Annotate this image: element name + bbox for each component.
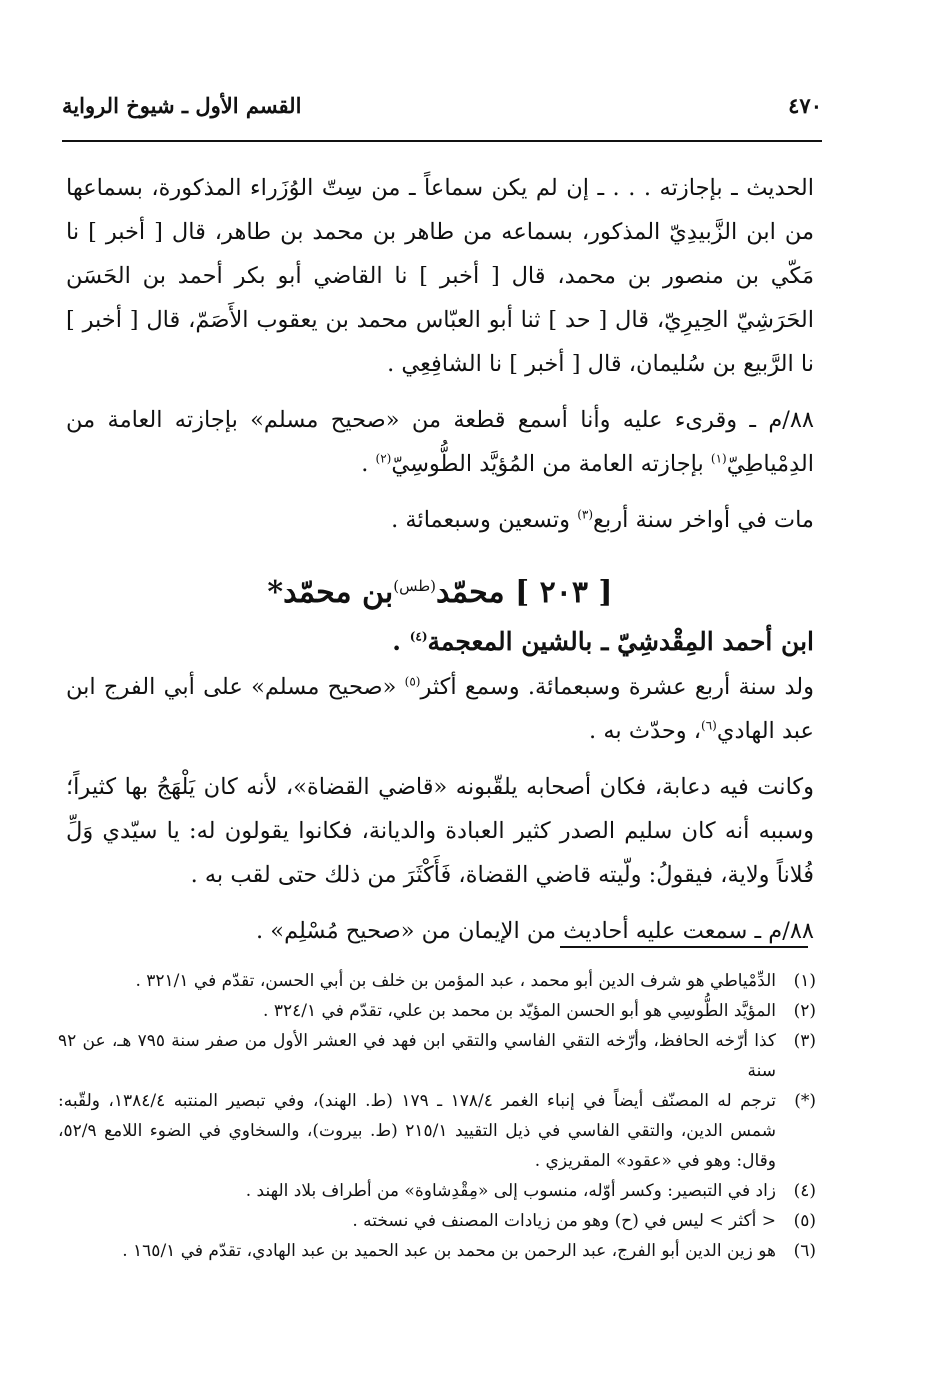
footnote-5 (58, 1206, 816, 1236)
footnote-ref-3: (٣) (577, 507, 594, 522)
footnote-text: زاد في التبصير: وكسر أوّله، منسوب إلى «مِقْدِشاوة» من أطراف بلاد الهند . (245, 1181, 776, 1201)
footnote-text: كذا أرّخه الحافظ، وأرّخه التقي الفاسي والتقي ابن فهد في العشر الأول من صفر سنة ٧٩٥ هـ، عن ٩٢ سنة (58, 1031, 776, 1081)
page-number: ٤٧٠ (788, 92, 822, 118)
footnote-rule (560, 946, 808, 948)
footnote-text: < أكثر > ليس في (ح) وهو من زيادات المصنف في نسخته . (352, 1211, 776, 1231)
footnote-ref-2: (٢) (375, 451, 392, 466)
footnote-ref-1: (١) (710, 451, 727, 466)
footnote-text: الدِّمْياطي هو شرف الدين أبو محمد ، عبد المؤمن بن خلف بن أبي الحسن، تقدّم في ٣٢١/١ . (135, 971, 776, 991)
footnote-number: (٥) (793, 1211, 816, 1231)
paragraph-hearing: ٨٨/م ـ سمعت عليه أحاديث من الإيمان من «صحيح مُسْلِم» . (256, 918, 814, 944)
page-header (62, 88, 822, 122)
header-rule (62, 140, 822, 142)
footnote-1 (58, 966, 816, 996)
running-title: القسم الأول ـ شيوخ الرواية (62, 92, 302, 118)
footnote-star (58, 1086, 816, 1176)
main-text (66, 166, 814, 953)
footnote-number: (٣) (793, 1031, 816, 1051)
footnote-number: (٤) (793, 1181, 816, 1201)
paragraph-death: مات في أواخر سنة أربع$^{(٣)}$ وتسعين وسبعمائة . (391, 507, 814, 533)
entry-siglum: (طس) (393, 577, 437, 595)
footnote-number: (٢) (793, 1001, 816, 1021)
footnote-4 (58, 1176, 816, 1206)
paragraph-birth: ولد سنة أربع عشرة وسبعمائة. وسمع أكثر$^{(٥)}$ «صحيح مسلم» على أبي الفرج ابن عبد الهادي$^{(٦)}$، وحدّث به . (66, 674, 814, 744)
footnote-ref-5: (٥) (404, 674, 421, 689)
paragraph-isnad: الحديث ـ بإجازته . . . ـ إن لم يكن سماعاً ـ من سِتّ الوُزَراء المذكورة، بسماعها من ابن الزَّبيدِيّ المذكور، بسماعه من طاهر بن محمد بن طاهر، قال [ أخبر ] نا مَكّي بن منصور بن محمد، قال [ أخبر ] نا القاضي أبو بكر أحمد بن الحَسَن الحَرَشِيّ الحِيرِيّ، قال [ حد ] ثنا أبو العبّاس محمد بن يعقوب الأَصَمّ، قال [ أخبر ] نا الرَّبيع بن سُليمان، قال [ أخبر ] نا الشافِعِي . (66, 175, 814, 377)
footnote-ref-4: (٤) (409, 629, 428, 644)
entry-heading: [ ٢٠٣ ] محمّد$^{(طس)}$بن محمّد* (267, 575, 613, 610)
footnote-number: (١) (793, 971, 816, 991)
footnote-number: (*) (794, 1091, 816, 1111)
footnote-2 (58, 996, 816, 1026)
entry-subheading: ابن أحمد المِقْدشِيّ ـ بالشين المعجمة$^{(٤)}$ . (392, 627, 814, 656)
footnote-3 (58, 1026, 816, 1086)
paragraph-nickname: وكانت فيه دعابة، فكان أصحابه يلقّبونه «قاضي القضاة»، لأنه كان يَلْهَجُ بها كثيراً؛ وسببه أنه كان سليم الصدر كثير العبادة والديانة، فكانوا يقولون له: يا سيّدي وَلِّ فُلاناً ولاية، فيقولُ: ولّيته قاضي القضاة، فَأَكْثَرَ من ذلك حتى لقب به . (66, 774, 814, 888)
footnote-6 (58, 1236, 816, 1266)
footnote-ref-6: (٦) (701, 718, 717, 733)
footnote-text: هو زين الدين أبو الفرج، عبد الرحمن بن محمد بن عبد الحميد بن عبد الهادي، تقدّم في ١٦٥/١ . (122, 1241, 776, 1261)
footnote-text: ترجم له المصنّف أيضاً في إنباء الغمر ١٧٨/٤ ـ ١٧٩ (ط. الهند)، وفي تبصير المنتبه ١٣٨٤/٤، ولقّبه: شمس الدين، والتقي الفاسي في ذيل التقييد ٢١٥/١ (ط. بيروت)، والسخاوي في الضوء اللامع ٥٢/٩، وقال: وهو في «عقود» المقريزي . (58, 1091, 777, 1171)
footnote-text: المؤيَّد الطُّوسِي هو أبو الحسن المؤيّد بن محمد بن علي، تقدّم في ٣٢٤/١ . (263, 1001, 776, 1021)
footnote-number: (٦) (793, 1241, 816, 1261)
footnotes (58, 966, 816, 1266)
paragraph-reading: ٨٨/م ـ وقرىء عليه وأنا أسمع قطعة من «صحيح مسلم» بإجازته العامة من الدِمْياطِيّ$^{(١)}$ بإجازته العامة من المُؤيَّد الطُّوسِيّ$^{(٢)}$ . (66, 407, 814, 477)
